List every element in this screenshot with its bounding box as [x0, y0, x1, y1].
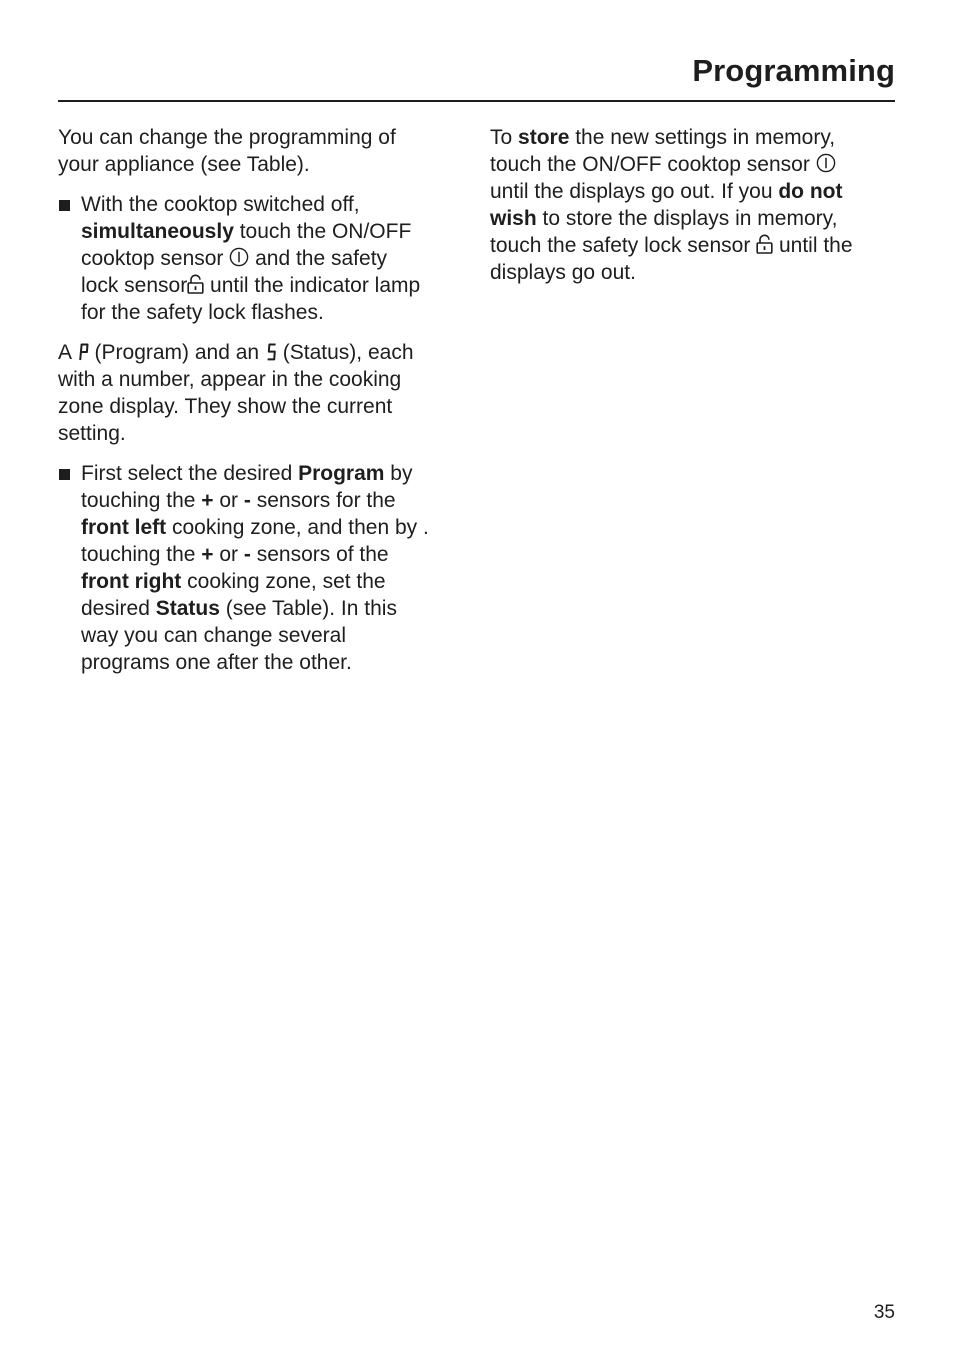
bullet1-line-2-text: touch the ON/OFF — [233, 220, 412, 243]
bullet2-line-2 — [81, 487, 468, 514]
power-icon — [229, 247, 249, 267]
right-line-4-text: to store the displays in memory, — [536, 207, 838, 230]
right-column — [490, 124, 900, 299]
lock-icon — [756, 234, 773, 254]
bold-term: Program — [298, 462, 385, 485]
bullet2-line-3-text: cooking zone, and then by . — [166, 516, 429, 539]
right-line-5-text-b: until the — [773, 234, 853, 257]
bullet2-line-3 — [81, 514, 468, 541]
intro-line-2: your appliance (see Table). — [58, 153, 310, 176]
bullet2-line-4-text-b: or — [213, 543, 244, 566]
bullet1-line-4 — [81, 272, 468, 299]
page-title: Programming — [692, 53, 895, 88]
square-bullet-icon — [59, 200, 70, 211]
bold-term: front right — [81, 570, 182, 593]
store-settings-paragraph — [490, 124, 900, 286]
intro-line-1: You can change the programming of — [58, 126, 396, 149]
segment-s-glyph-icon — [265, 343, 277, 361]
page-number: 35 — [873, 1302, 895, 1323]
bullet2-line-2-text-c: sensors for the — [250, 489, 396, 512]
right-line-4 — [490, 205, 900, 232]
para2-line-4: setting. — [58, 422, 126, 445]
bold-term: Status — [155, 597, 220, 620]
bullet2-line-6 — [81, 595, 468, 622]
para2-line-2: with a number, appear in the cooking — [58, 368, 402, 391]
bold-term: do not — [778, 180, 843, 203]
bullet2-line-6-text-a: desired — [81, 597, 156, 620]
right-line-5-text-a: touch the safety lock sensor — [490, 234, 757, 257]
bullet2-line-1 — [81, 460, 468, 487]
program-status-paragraph — [58, 339, 468, 447]
page-header — [58, 50, 895, 102]
right-line-6: displays go out. — [490, 261, 636, 284]
minus-symbol: - — [243, 543, 251, 566]
para2-line-1-text-c: (Status), each — [276, 341, 414, 364]
bullet-program-select-instructions — [58, 460, 468, 676]
right-line-3 — [490, 178, 900, 205]
power-icon — [816, 153, 836, 173]
right-line-1 — [490, 124, 900, 151]
para2-line-1-text-a: A — [58, 341, 77, 364]
minus-symbol: - — [243, 489, 251, 512]
intro-paragraph — [58, 124, 468, 178]
bullet2-line-1-text-a: First select the desired — [81, 462, 299, 485]
bullet2-line-1-text-c: by — [384, 462, 413, 485]
right-line-2-text: touch the ON/OFF cooktop sensor — [490, 153, 816, 176]
left-column — [58, 124, 468, 689]
bullet2-line-2-text-b: or — [213, 489, 244, 512]
bullet2-line-4-text-c: sensors of the — [250, 543, 389, 566]
bullet1-line-5: for the safety lock flashes. — [81, 301, 324, 324]
bold-term: store — [518, 126, 570, 149]
segment-p-glyph-icon — [77, 343, 89, 361]
para2-line-3: zone display. They show the current — [58, 395, 393, 418]
right-line-3-text: until the displays go out. If you — [490, 180, 779, 203]
bold-term: front left — [81, 516, 167, 539]
bullet-switch-on-instructions — [58, 191, 468, 326]
bullet1-line-3-text-b: and the safety — [249, 247, 388, 270]
bullet2-line-2-text-a: touching the — [81, 489, 202, 512]
right-line-5 — [490, 232, 900, 259]
bullet1-line-4-text-a: lock sensor — [81, 274, 188, 297]
bullet1-line-4-text-b: until the indicator lamp — [204, 274, 421, 297]
right-line-2 — [490, 151, 900, 178]
square-bullet-icon — [59, 469, 70, 480]
bullet2-line-5 — [81, 568, 468, 595]
para2-line-1-text-b: (Program) and an — [88, 341, 265, 364]
right-line-1-text-c: the new settings in memory, — [569, 126, 836, 149]
bold-term: simultaneously — [81, 220, 234, 243]
bullet1-line-3 — [81, 245, 468, 272]
plus-symbol: + — [201, 543, 214, 566]
bullet2-line-4 — [81, 541, 468, 568]
right-line-1-text-a: To — [490, 126, 519, 149]
bullet2-line-8: programs one after the other. — [81, 651, 352, 674]
bullet2-line-6-text-c: (see Table). In this — [219, 597, 397, 620]
lock-icon — [187, 274, 204, 294]
bullet1-line-3-text-a: cooktop sensor — [81, 247, 230, 270]
bullet2-line-7: way you can change several — [81, 624, 346, 647]
bullet1-line-1: With the cooktop switched off, — [81, 193, 360, 216]
bullet2-line-4-text-a: touching the — [81, 543, 202, 566]
bullet2-line-5-text: cooking zone, set the — [181, 570, 386, 593]
para2-line-1 — [58, 339, 468, 366]
plus-symbol: + — [201, 489, 214, 512]
bullet1-line-2 — [81, 218, 468, 245]
bold-term: wish — [490, 207, 537, 230]
